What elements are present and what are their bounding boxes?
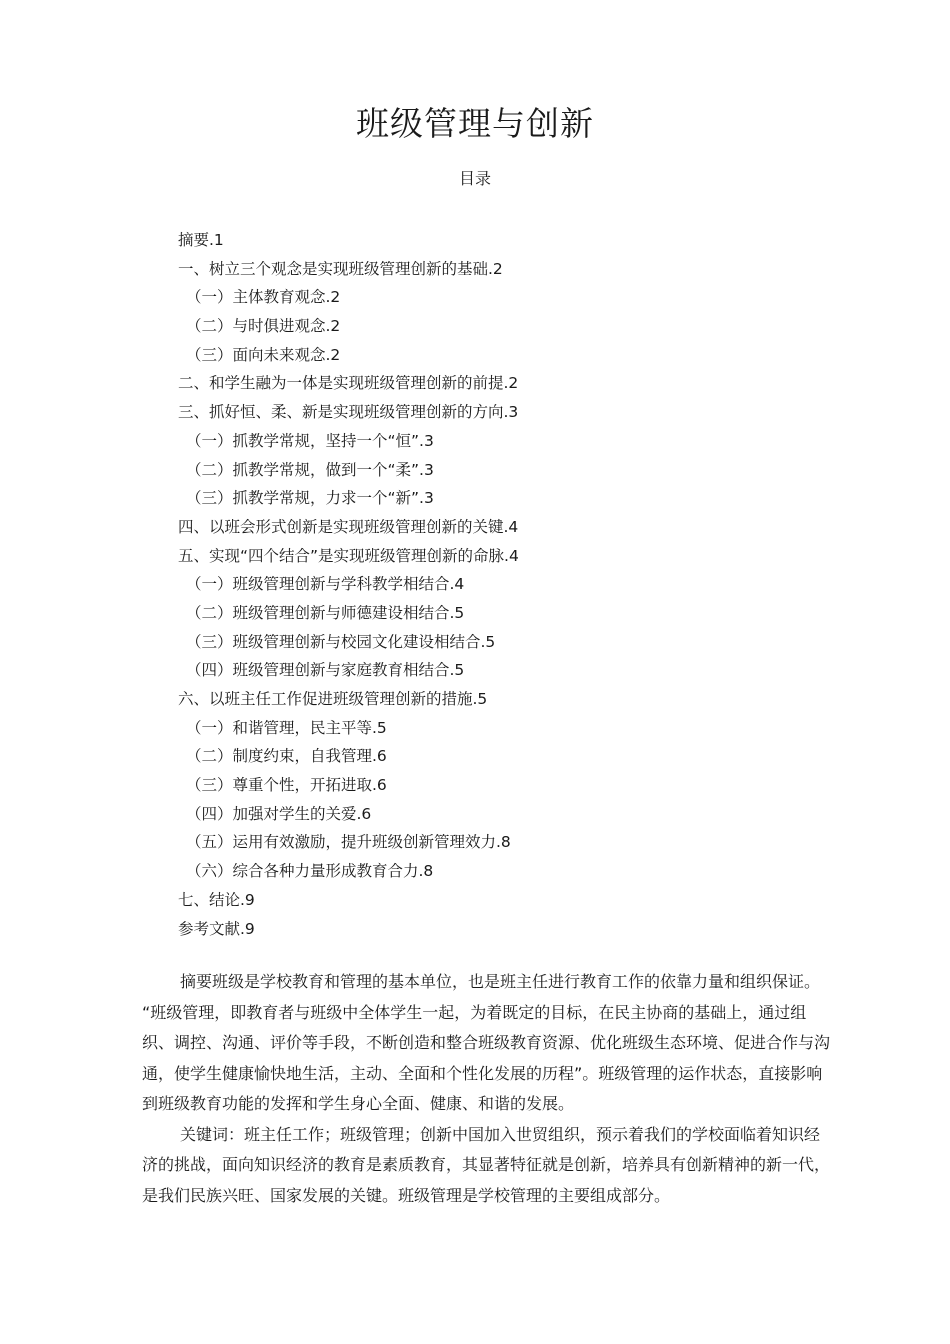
toc-entry: （一）抓教学常规，坚持一个“恒”.3 <box>186 431 434 450</box>
toc-entry: （一）班级管理创新与学科教学相结合.4 <box>186 575 465 594</box>
toc-entry: （三）尊重个性，开拓进取.6 <box>186 776 387 795</box>
definition-paragraph: “班级管理，即教育者与班级中全体学生一起，为着既定的目标，在民主协商的基础上，通过组织、调控、沟通、评价等手段，不断创造和整合班级教育资源、优化班级生态环境、促进合作与沟通，使学生健康愉快地生活，主动、全面和个性化发展的历程”。班级管理的运作状态，直接影响到班级教育功能的发挥和学生身心全面、健康、和谐的发展。 <box>142 1002 831 1113</box>
toc-entry: （二）制度约束，自我管理.6 <box>186 747 387 766</box>
keywords-paragraph: 关键词：班主任工作；班级管理；创新中国加入世贸组织，预示着我们的学校面临着知识经济的挑战，面向知识经济的教育是素质教育，其显著特征就是创新，培养具有创新精神的新一代，是我们民族兴旺、国家发展的关键。班级管理是学校管理的主要组成部分。 <box>142 1124 831 1205</box>
toc-entry: （四）班级管理创新与家庭教育相结合.5 <box>186 661 465 680</box>
toc-entry: （二）抓教学常规，做到一个“柔”.3 <box>186 460 434 479</box>
toc-entry: 七、结论.9 <box>178 890 255 909</box>
toc-entry: 三、抓好恒、柔、新是实现班级管理创新的方向.3 <box>178 403 519 422</box>
table-of-contents <box>178 226 838 943</box>
toc-entry: 参考文献.9 <box>178 919 255 938</box>
toc-entry: 一、树立三个观念是实现班级管理创新的基础.2 <box>178 259 503 278</box>
toc-entry: 摘要.1 <box>178 231 224 249</box>
abstract-paragraph: 摘要班级是学校教育和管理的基本单位，也是班主任进行教育工作的依靠力量和组织保证。 <box>180 972 821 991</box>
toc-heading: 目录 <box>458 169 491 188</box>
toc-entry: （五）运用有效激励，提升班级创新管理效力.8 <box>186 833 511 852</box>
toc-entry: 六、以班主任工作促进班级管理创新的措施.5 <box>178 690 488 708</box>
toc-entry: （二）与时俱进观念.2 <box>186 317 341 336</box>
toc-entry: （六）综合各种力量形成教育合力.8 <box>186 862 434 881</box>
toc-entry: （四）加强对学生的关爱.6 <box>186 804 372 823</box>
document-body <box>142 967 832 1211</box>
document-title: 班级管理与创新 <box>356 104 594 143</box>
toc-entry: 五、实现“四个结合”是实现班级管理创新的命脉.4 <box>178 546 519 565</box>
toc-entry: （三）抓教学常规，力求一个“新”.3 <box>186 489 434 508</box>
toc-entry: （二）班级管理创新与师德建设相结合.5 <box>186 603 465 622</box>
toc-entry: （一）主体教育观念.2 <box>186 288 341 307</box>
toc-entry: （三）面向未来观念.2 <box>186 345 341 364</box>
toc-entry: 二、和学生融为一体是实现班级管理创新的前提.2 <box>178 374 519 393</box>
toc-entry: （一）和谐管理，民主平等.5 <box>186 718 387 737</box>
toc-entry: 四、以班会形式创新是实现班级管理创新的关键.4 <box>178 517 519 536</box>
toc-entry: （三）班级管理创新与校园文化建设相结合.5 <box>186 632 496 651</box>
